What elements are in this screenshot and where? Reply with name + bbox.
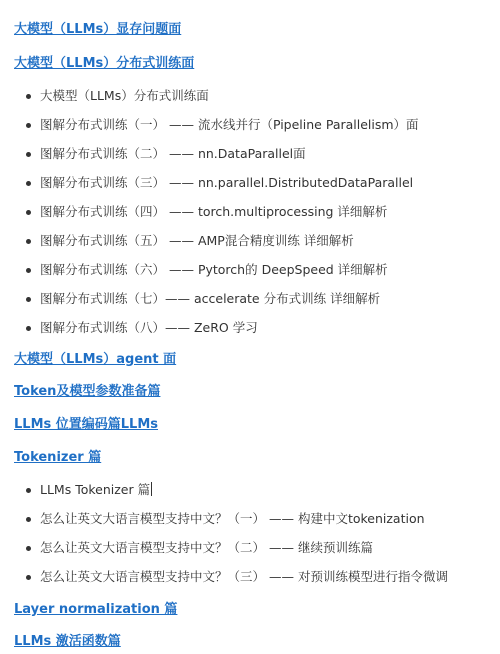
list-item-text: 图解分布式训练（四） —— torch.multiprocessing 详细解析 (40, 204, 388, 219)
bullet-icon (26, 268, 31, 273)
list-item-text: 图解分布式训练（五） —— AMP混合精度训练 详细解析 (40, 233, 354, 248)
list-item-text: 图解分布式训练（七）—— accelerate 分布式训练 详细解析 (40, 291, 381, 306)
link-position-encoding[interactable]: LLMs 位置编码篇LLMs (14, 417, 159, 432)
link-tokenizer[interactable]: Tokenizer 篇 (14, 450, 102, 465)
bullet-icon (26, 488, 31, 493)
bullet-icon (26, 517, 31, 522)
list-item-text: 图解分布式训练（二） —— nn.DataParallel面 (40, 146, 306, 161)
link-activation-functions[interactable]: LLMs 激活函数篇 (14, 634, 121, 649)
bullet-icon (26, 297, 31, 302)
text-cursor-icon (151, 482, 152, 496)
bullet-icon (26, 239, 31, 244)
bullet-icon (26, 94, 31, 99)
bullet-icon (26, 326, 31, 331)
list-item-text: 图解分布式训练（六） —— Pytorch的 DeepSpeed 详细解析 (40, 262, 388, 277)
link-agent[interactable]: 大模型（LLMs）agent 面 (14, 352, 177, 367)
bullet-icon (26, 123, 31, 128)
link-distributed-training[interactable]: 大模型（LLMs）分布式训练面 (14, 56, 195, 71)
list-item-text: 大模型（LLMs）分布式训练面 (40, 88, 209, 103)
bullet-icon (26, 546, 31, 551)
bullet-icon (26, 181, 31, 186)
link-layer-normalization[interactable]: Layer normalization 篇 (14, 602, 178, 617)
list-item-text: 怎么让英文大语言模型支持中文？（三） —— 对预训练模型进行指令微调 (40, 569, 448, 584)
list-item-text (40, 480, 152, 500)
list-item-text: 怎么让英文大语言模型支持中文？（二） —— 继续预训练篇 (40, 540, 373, 555)
list-item-text: 图解分布式训练（八）—— ZeRO 学习 (40, 320, 258, 335)
link-memory-issues[interactable]: 大模型（LLMs）显存问题面 (14, 22, 182, 37)
link-token-params[interactable]: Token及模型参数准备篇 (14, 384, 161, 399)
bullet-icon (26, 575, 31, 580)
list-item-text: 图解分布式训练（三） —— nn.parallel.DistributedDataParallel (40, 175, 414, 190)
list-item-label: LLMs Tokenizer 篇 (40, 482, 151, 497)
list-item-text: 图解分布式训练（一） —— 流水线并行（Pipeline Parallelism）面 (40, 117, 419, 132)
bullet-icon (26, 152, 31, 157)
list-item-text: 怎么让英文大语言模型支持中文？（一） —— 构建中文tokenization (40, 511, 425, 526)
bullet-icon (26, 210, 31, 215)
